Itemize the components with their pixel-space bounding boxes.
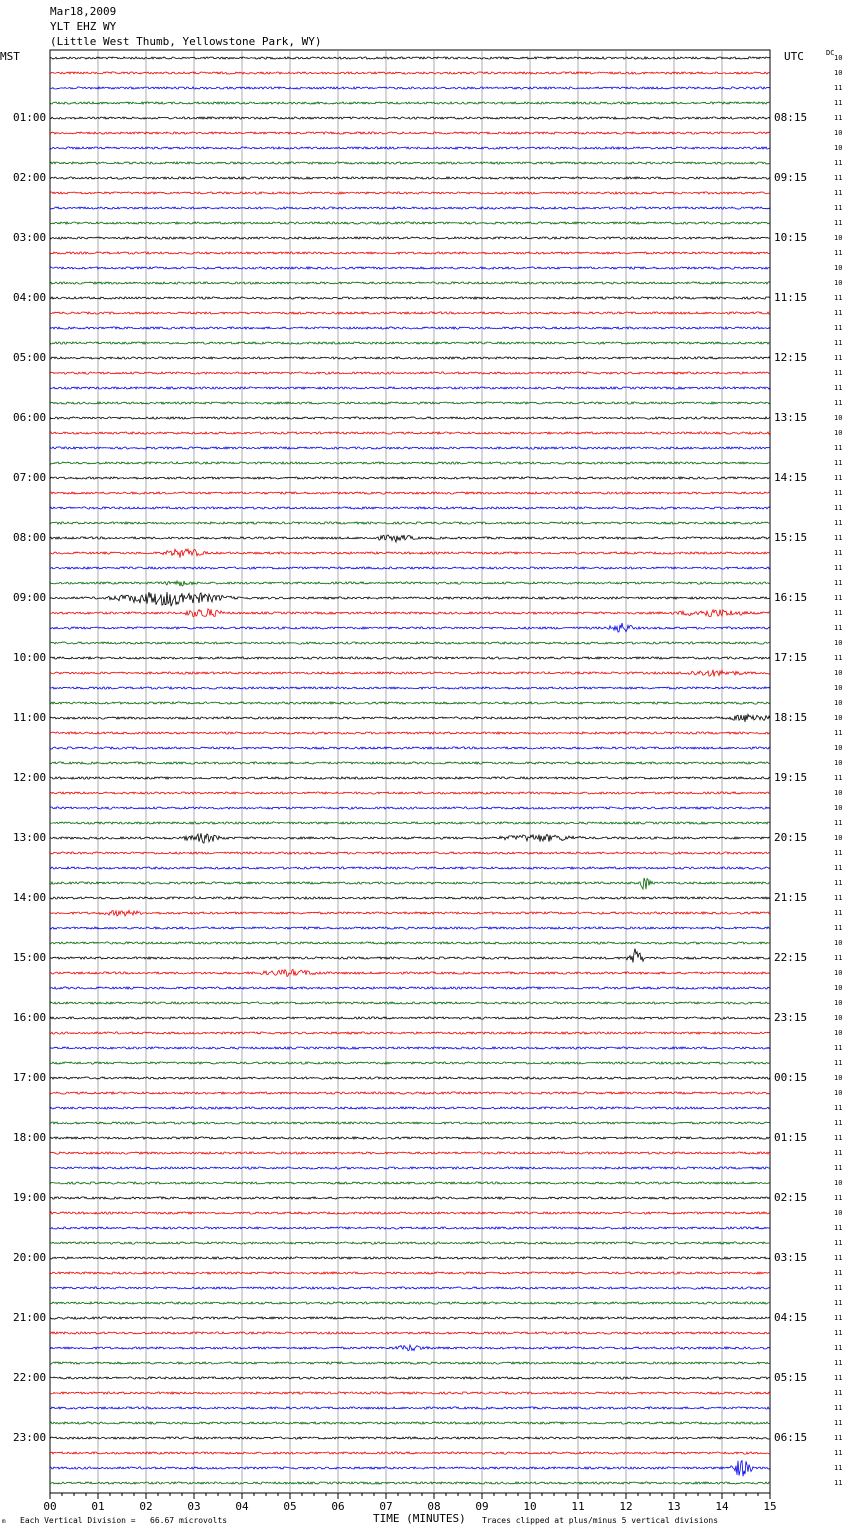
trace-row-75	[50, 1182, 770, 1184]
dc-offset-value: 10	[834, 639, 843, 647]
dc-offset-value: 11	[834, 909, 843, 917]
trace-row-41	[50, 670, 770, 677]
dc-offset-value: 11	[834, 339, 843, 347]
trace-row-20	[50, 357, 770, 359]
dc-offset-value: 11	[834, 549, 843, 557]
trace-row-68	[50, 1077, 770, 1079]
dc-label: DC	[826, 49, 835, 57]
dc-offset-value: 11	[834, 1134, 843, 1142]
dc-offset-value: 11	[834, 924, 843, 932]
mst-hour-label: 16:00	[13, 1011, 47, 1024]
utc-hour-label: 22:15	[774, 951, 808, 964]
trace-row-16	[50, 297, 770, 299]
dc-offset-value: 11	[834, 1059, 843, 1067]
dc-offset-value: 11	[834, 1044, 843, 1052]
x-tick-label: 07	[379, 1500, 393, 1513]
dc-offset-value: 11	[834, 354, 843, 362]
utc-hour-label: 18:15	[774, 711, 808, 724]
utc-hour-label: 05:15	[774, 1371, 808, 1384]
mst-label: MST	[0, 50, 20, 63]
dc-offset-value: 11	[834, 519, 843, 527]
dc-offset-value: 11	[834, 1329, 843, 1337]
trace-row-22	[50, 387, 770, 389]
trace-row-14	[50, 267, 770, 269]
x-tick-label: 09	[475, 1500, 489, 1513]
utc-hour-label: 12:15	[774, 351, 808, 364]
trace-row-44	[50, 714, 770, 722]
dc-offset-value: 11	[834, 1194, 843, 1202]
trace-row-92	[50, 1437, 770, 1439]
trace-row-31	[50, 522, 770, 524]
trace-row-86	[50, 1345, 770, 1351]
dc-offset-value: 11	[834, 474, 843, 482]
trace-row-54	[50, 867, 770, 869]
trace-row-61	[50, 969, 770, 976]
trace-row-58	[50, 927, 770, 929]
trace-row-32	[50, 535, 770, 542]
dc-offset-value: 10	[834, 1074, 843, 1082]
mst-hour-label: 04:00	[13, 291, 47, 304]
dc-offset-value: 10	[834, 999, 843, 1007]
dc-offset-value: 11	[834, 1119, 843, 1127]
trace-row-7	[50, 162, 770, 164]
trace-row-39	[50, 642, 770, 644]
dc-offset-value: 11	[834, 1254, 843, 1262]
dc-offset-value: 11	[834, 309, 843, 317]
dc-offset-value: 11	[834, 1299, 843, 1307]
trace-row-74	[50, 1167, 770, 1169]
mst-hour-label: 14:00	[13, 891, 47, 904]
dc-offset-value: 11	[834, 594, 843, 602]
trace-row-30	[50, 507, 770, 509]
dc-offset-value: 11	[834, 1434, 843, 1442]
x-tick-label: 05	[283, 1500, 297, 1513]
trace-row-50	[50, 807, 770, 809]
dc-offset-value: 11	[834, 489, 843, 497]
dc-offset-value: 11	[834, 399, 843, 407]
dc-offset-value: 10	[834, 699, 843, 707]
utc-hour-label: 04:15	[774, 1311, 808, 1324]
trace-row-48	[50, 777, 770, 779]
trace-row-65	[50, 1032, 770, 1034]
dc-offset-value: 10	[834, 789, 843, 797]
trace-row-40	[50, 657, 770, 659]
trace-row-0	[50, 57, 770, 59]
utc-hour-label: 10:15	[774, 231, 808, 244]
dc-offset-value: 11	[834, 1479, 843, 1487]
plot-frame	[50, 50, 770, 1493]
dc-offset-value: 11	[834, 654, 843, 662]
trace-row-60	[50, 949, 770, 963]
utc-hour-label: 09:15	[774, 171, 808, 184]
mst-hour-label: 12:00	[13, 771, 47, 784]
mst-hour-label: 05:00	[13, 351, 47, 364]
scale-note: Each Vertical Division = 66.67 microvolts	[20, 1516, 228, 1525]
utc-hour-label: 14:15	[774, 471, 808, 484]
trace-row-82	[50, 1287, 770, 1289]
dc-offset-value: 11	[834, 369, 843, 377]
trace-row-47	[50, 762, 770, 764]
trace-row-62	[50, 987, 770, 989]
dc-offset-value: 10	[834, 759, 843, 767]
trace-row-11	[50, 222, 770, 224]
x-tick-label: 14	[715, 1500, 729, 1513]
utc-hour-label: 06:15	[774, 1431, 808, 1444]
dc-offset-value: 11	[834, 879, 843, 887]
trace-row-93	[50, 1452, 770, 1454]
trace-row-6	[50, 147, 770, 149]
trace-row-18	[50, 327, 770, 329]
utc-hour-label: 23:15	[774, 1011, 808, 1024]
trace-row-66	[50, 1047, 770, 1049]
mst-hour-label: 17:00	[13, 1071, 47, 1084]
dc-offset-value: 11	[834, 1164, 843, 1172]
dc-offset-value: 11	[834, 729, 843, 737]
dc-offset-value: 10	[834, 414, 843, 422]
x-tick-label: 03	[187, 1500, 201, 1513]
dc-offset-value: 11	[834, 1314, 843, 1322]
utc-hour-label: 01:15	[774, 1131, 808, 1144]
dc-offset-value: 10	[834, 714, 843, 722]
trace-row-2	[50, 87, 770, 89]
trace-row-90	[50, 1407, 770, 1409]
x-axis-label: TIME (MINUTES)	[373, 1512, 466, 1525]
trace-row-17	[50, 312, 770, 314]
dc-offset-value: 11	[834, 819, 843, 827]
trace-row-88	[50, 1377, 770, 1379]
x-tick-label: 08	[427, 1500, 441, 1513]
dc-offset-value: 10	[834, 939, 843, 947]
dc-offset-value: 10	[834, 144, 843, 152]
trace-row-38	[50, 623, 770, 632]
trace-row-21	[50, 372, 770, 374]
dc-offset-value: 11	[834, 1449, 843, 1457]
dc-offset-value: 11	[834, 609, 843, 617]
dc-offset-value: 10	[834, 1014, 843, 1022]
trace-row-76	[50, 1197, 770, 1199]
x-tick-label: 01	[91, 1500, 105, 1513]
mst-hour-label: 19:00	[13, 1191, 47, 1204]
mst-hour-label: 18:00	[13, 1131, 47, 1144]
trace-row-95	[50, 1482, 770, 1484]
dc-offset-value: 10	[834, 69, 843, 77]
dc-offset-value: 11	[834, 894, 843, 902]
trace-row-19	[50, 342, 770, 344]
trace-row-63	[50, 1002, 770, 1004]
dc-offset-value: 10	[834, 1209, 843, 1217]
utc-hour-label: 16:15	[774, 591, 808, 604]
trace-row-34	[50, 567, 770, 569]
mst-hour-label: 08:00	[13, 531, 47, 544]
dc-offset-value: 10	[834, 984, 843, 992]
dc-offset-value: 11	[834, 1239, 843, 1247]
utc-hour-label: 11:15	[774, 291, 808, 304]
dc-offset-value: 11	[834, 954, 843, 962]
trace-row-53	[50, 852, 770, 854]
trace-row-55	[50, 878, 770, 889]
dc-offset-value: 11	[834, 99, 843, 107]
date-label: Mar18,2009	[50, 5, 117, 18]
dc-offset-value: 10	[834, 684, 843, 692]
trace-row-35	[50, 581, 770, 586]
mst-hour-label: 11:00	[13, 711, 47, 724]
dc-offset-value: 10	[834, 744, 843, 752]
trace-row-77	[50, 1212, 770, 1214]
trace-row-73	[50, 1152, 770, 1154]
dc-offset-value: 11	[834, 114, 843, 122]
dc-offset-value: 11	[834, 1389, 843, 1397]
mst-hour-label: 06:00	[13, 411, 47, 424]
dc-offset-value: 10	[834, 234, 843, 242]
dc-offset-value: 11	[834, 459, 843, 467]
mst-hour-label: 02:00	[13, 171, 47, 184]
dc-offset-value: 11	[834, 294, 843, 302]
utc-hour-label: 15:15	[774, 531, 808, 544]
dc-offset-value: 11	[834, 849, 843, 857]
trace-row-12	[50, 237, 770, 239]
utc-hour-label: 03:15	[774, 1251, 808, 1264]
dc-offset-value: 10	[834, 264, 843, 272]
utc-hour-label: 17:15	[774, 651, 808, 664]
trace-row-67	[50, 1062, 770, 1064]
dc-offset-value: 11	[834, 579, 843, 587]
trace-row-59	[50, 942, 770, 944]
dc-offset-value: 11	[834, 774, 843, 782]
dc-offset-value: 11	[834, 1344, 843, 1352]
utc-label: UTC	[784, 50, 804, 63]
dc-offset-value: 10	[834, 834, 843, 842]
mst-hour-label: 03:00	[13, 231, 47, 244]
trace-row-69	[50, 1092, 770, 1094]
mst-hour-label: 07:00	[13, 471, 47, 484]
utc-hour-label: 08:15	[774, 111, 808, 124]
trace-row-13	[50, 252, 770, 254]
trace-row-36	[50, 592, 770, 606]
dc-offset-value: 11	[834, 174, 843, 182]
dc-offset-value: 11	[834, 324, 843, 332]
dc-offset-value: 10	[834, 669, 843, 677]
dc-offset-value: 11	[834, 249, 843, 257]
dc-offset-value: 10	[834, 1089, 843, 1097]
trace-row-8	[50, 177, 770, 179]
dc-offset-value: 11	[834, 564, 843, 572]
mst-hour-label: 20:00	[13, 1251, 47, 1264]
trace-row-49	[50, 792, 770, 794]
dc-offset-value: 10	[834, 804, 843, 812]
dc-offset-value: 10	[834, 279, 843, 287]
dc-offset-value: 11	[834, 1404, 843, 1412]
trace-row-91	[50, 1422, 770, 1424]
trace-row-4	[50, 117, 770, 119]
x-tick-label: 10	[523, 1500, 537, 1513]
mst-hour-label: 15:00	[13, 951, 47, 964]
mst-hour-label: 22:00	[13, 1371, 47, 1384]
trace-row-89	[50, 1392, 770, 1394]
trace-row-71	[50, 1122, 770, 1124]
trace-row-57	[50, 910, 770, 916]
x-tick-label: 00	[43, 1500, 57, 1513]
trace-row-84	[50, 1317, 770, 1319]
dc-offset-value: 11	[834, 1419, 843, 1427]
dc-offset-value: 11	[834, 159, 843, 167]
trace-row-56	[50, 897, 770, 899]
trace-row-45	[50, 732, 770, 734]
trace-row-24	[50, 417, 770, 419]
trace-row-15	[50, 282, 770, 284]
trace-row-52	[50, 833, 770, 843]
mst-hour-label: 09:00	[13, 591, 47, 604]
trace-row-43	[50, 702, 770, 704]
trace-row-29	[50, 492, 770, 494]
dc-offset-value: 11	[834, 1359, 843, 1367]
trace-row-81	[50, 1272, 770, 1274]
dc-offset-value: 11	[834, 1224, 843, 1232]
trace-row-26	[50, 447, 770, 449]
trace-row-9	[50, 192, 770, 194]
trace-row-33	[50, 549, 770, 558]
x-tick-label: 13	[667, 1500, 681, 1513]
dc-offset-value: 10	[834, 1029, 843, 1037]
trace-row-5	[50, 132, 770, 134]
x-tick-label: 06	[331, 1500, 345, 1513]
dc-offset-value: 11	[834, 189, 843, 197]
x-tick-label: 11	[571, 1500, 585, 1513]
mst-hour-label: 13:00	[13, 831, 47, 844]
dc-offset-value: 11	[834, 219, 843, 227]
trace-row-78	[50, 1227, 770, 1229]
trace-row-79	[50, 1242, 770, 1244]
dc-offset-value: 10	[834, 429, 843, 437]
dc-offset-value: 10	[834, 969, 843, 977]
dc-offset-value: 11	[834, 624, 843, 632]
dc-offset-value: 10	[834, 1179, 843, 1187]
trace-row-94	[50, 1461, 770, 1477]
location-label: (Little West Thumb, Yellowstone Park, WY)	[50, 35, 322, 48]
trace-row-72	[50, 1137, 770, 1139]
utc-hour-label: 20:15	[774, 831, 808, 844]
dc-offset-value: 10	[834, 54, 843, 62]
mst-hour-label: 10:00	[13, 651, 47, 664]
utc-hour-label: 21:15	[774, 891, 808, 904]
dc-offset-value: 11	[834, 204, 843, 212]
dc-offset-value: 11	[834, 384, 843, 392]
dc-offset-value: 11	[834, 84, 843, 92]
trace-row-25	[50, 432, 770, 434]
trace-row-80	[50, 1257, 770, 1259]
dc-offset-value: 11	[834, 534, 843, 542]
dc-offset-value: 10	[834, 129, 843, 137]
dc-offset-value: 11	[834, 1464, 843, 1472]
utc-hour-label: 00:15	[774, 1071, 808, 1084]
trace-row-23	[50, 402, 770, 404]
trace-row-37	[50, 609, 770, 617]
dc-offset-value: 11	[834, 1104, 843, 1112]
x-tick-label: 12	[619, 1500, 633, 1513]
trace-row-51	[50, 822, 770, 824]
utc-hour-label: 13:15	[774, 411, 808, 424]
trace-row-83	[50, 1302, 770, 1304]
x-tick-label: 02	[139, 1500, 153, 1513]
trace-row-42	[50, 687, 770, 689]
trace-row-70	[50, 1107, 770, 1109]
dc-offset-value: 11	[834, 444, 843, 452]
utc-hour-label: 02:15	[774, 1191, 808, 1204]
utc-hour-label: 19:15	[774, 771, 808, 784]
dc-offset-value: 11	[834, 1284, 843, 1292]
trace-row-46	[50, 747, 770, 749]
dc-offset-value: 11	[834, 1149, 843, 1157]
trace-row-1	[50, 72, 770, 74]
mst-hour-label: 21:00	[13, 1311, 47, 1324]
trace-row-27	[50, 462, 770, 464]
station-label: YLT EHZ WY	[50, 20, 117, 33]
trace-row-64	[50, 1017, 770, 1019]
x-tick-label: 04	[235, 1500, 249, 1513]
mst-hour-label: 01:00	[13, 111, 47, 124]
footer-mark: m	[2, 1518, 6, 1525]
trace-row-85	[50, 1332, 770, 1334]
dc-offset-value: 11	[834, 1374, 843, 1382]
trace-row-3	[50, 102, 770, 104]
trace-row-87	[50, 1362, 770, 1364]
dc-offset-value: 11	[834, 1269, 843, 1277]
trace-row-28	[50, 477, 770, 479]
clip-note: Traces clipped at plus/minus 5 vertical divisions	[482, 1516, 719, 1525]
mst-hour-label: 23:00	[13, 1431, 47, 1444]
dc-offset-value: 11	[834, 504, 843, 512]
x-tick-label: 15	[763, 1500, 777, 1513]
dc-offset-value: 11	[834, 864, 843, 872]
trace-row-10	[50, 207, 770, 209]
